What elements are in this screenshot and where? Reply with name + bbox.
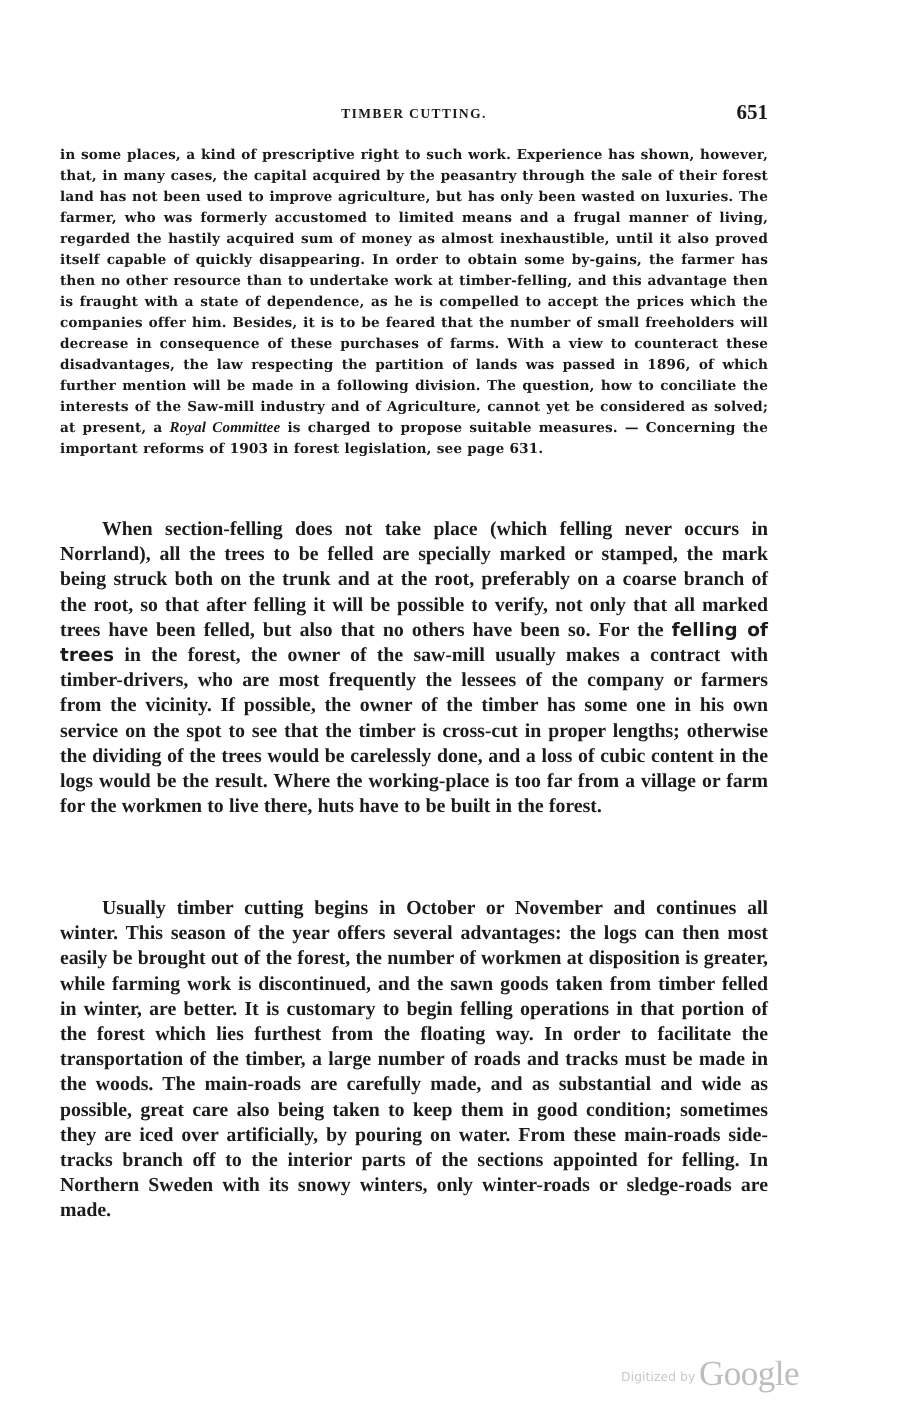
- paragraph-felling-marking: [60, 517, 768, 819]
- paragraph-2-text-b: in the forest, the owner of the saw-mill usually makes a contract with timber-drivers, who are most frequently the lessees of the company or farmers from the vicinity. If possible, the owner of the timber has some one in his own service on the spot to see that the timber is cross-cut in proper lengths; otherwise the dividing of the trees would be carelessly done, and a loss of cubic content in the logs would be the result. Where the working-place is too far from a village or farm for the workmen to live there, huts have to be built in the forest.: [60, 644, 768, 818]
- page-number: 651: [736, 100, 768, 124]
- paragraph-small-print: [60, 145, 768, 460]
- paragraph-1-text-a: in some places, a kind of prescriptive right to such work. Experience has shown, however, that, in many cases, the capital acquired by the peasantry through the sale of their forest land has not been used to improve agriculture, but has only been wasted on luxuries. The farmer, who was formerly accustomed to limited means and a frugal manner of living, regarded the hastily acquired sum of money as almost inexhaustible, until it also proved itself capable of quickly disappearing. In order to obtain some by-gains, the farmer has then no other resource than to undertake work at timber-felling, and this advantage then is fraught with a state of dependence, as he is compelled to accept the prices which the companies offer him. Besides, it is to be feared that the number of small freeholders will decrease in consequence of these purchases of farms. With a view to counteract these disadvantages, the law respecting the partition of lands was passed in 1896, of which further mention will be made in a following division. The question, how to conciliate the interests of the Saw-mill industry and of Agriculture, cannot yet be considered as solved; at present, a: [60, 147, 768, 436]
- felling-of-trees-keyword: felling of trees: [60, 619, 768, 667]
- paragraph-timber-cutting-season: Usually timber cutting begins in October or November and continues all winter. This season of the year offers several advantages: the logs can then most easily be brought out of the forest, the number of workmen at disposition is greater, while farming work is discontinued, and the sawn goods taken from timber felled in winter, are better. It is customary to begin felling operations in that portion of the forest which lies furthest from the floating way. In order to facilitate the transportation of the timber, a large number of roads and tracks must be made in the woods. The main-roads are carefully made, and as substantial and wide as possible, great care also being taken to keep them in good condition; sometimes they are iced over artificially, by pouring on water. From these main-roads side-tracks branch off to the interior parts of the sections appointed for felling. In Northern Sweden with its snowy winters, only winter-roads or sledge-roads are made.: [60, 897, 768, 1222]
- running-title: TIMBER CUTTING.: [341, 106, 487, 121]
- google-logo: Google: [699, 1354, 800, 1393]
- watermark-prefix: Digitized by: [621, 1369, 696, 1384]
- paragraph-1-text-b: is charged to propose suitable measures. — Concerning the important reforms of 1903 in forest legislation, see page 631.: [60, 420, 768, 457]
- paragraph-2-text-a: When section-felling does not take place (which felling never occurs in Norrland), all the trees to be felled are specially marked or stamped, the mark being struck both on the trunk and at the root, preferably on a coarse branch of the root, so that after felling it will be possible to verify, not only that all marked trees have been felled, but also that no others have been so. For the: [60, 518, 768, 641]
- page-header: [60, 100, 768, 126]
- royal-committee-emphasis: Royal Committee: [169, 420, 281, 436]
- digitized-by-google-watermark: [621, 1354, 821, 1394]
